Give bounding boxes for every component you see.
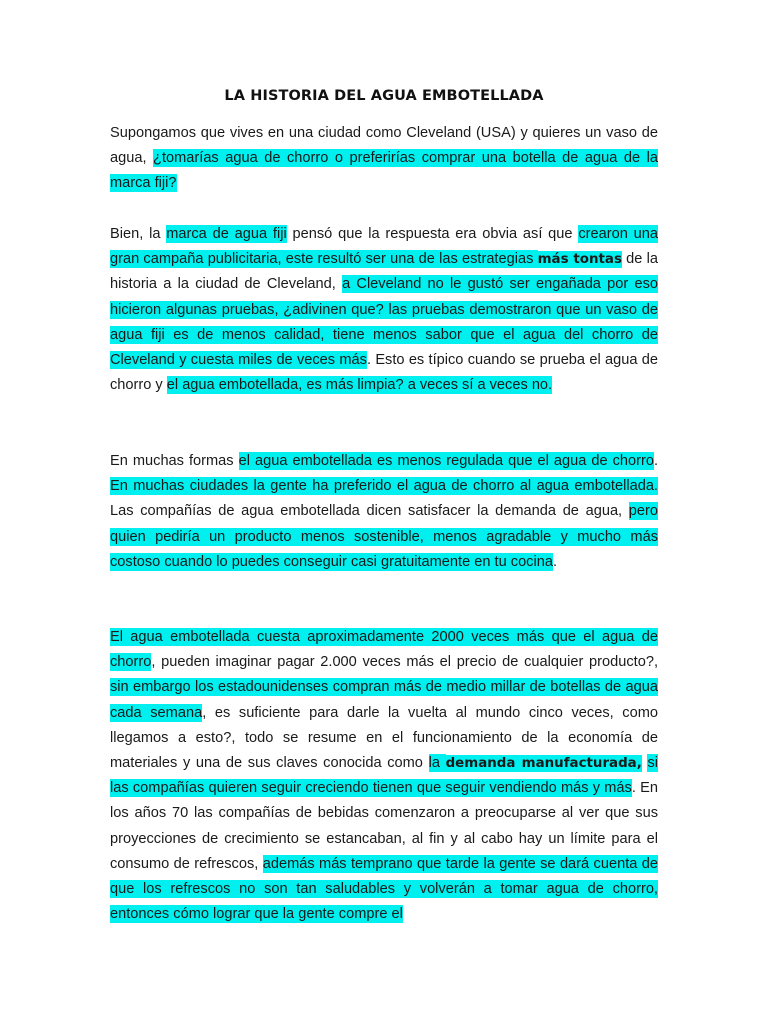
text-segment: En muchas formas — [110, 453, 239, 469]
text-segment: . En los años 70 las compañías de bebidas comenzaron a preocuparse al ver que sus proyecciones de crecimiento se estancaban, al fin y al cabo hay un límite para el consumo de refrescos, — [110, 780, 658, 872]
text-segment: pensó que la respuesta era obvia así que — [286, 226, 579, 242]
highlighted-segment: marca de agua fiji — [166, 226, 287, 242]
paragraph-1 — [110, 121, 658, 197]
paragraph-2 — [110, 222, 658, 398]
document-title: LA HISTORIA DEL AGUA EMBOTELLADA — [224, 88, 544, 104]
bold-highlighted-segment: demanda manufacturada, — [445, 756, 642, 772]
highlighted-segment: crearon una gran campaña publicitaria, este resultó ser una de las estrategias — [110, 226, 658, 268]
highlighted-segment: si las compañías quieren seguir creciendo tienen que seguir vendiendo más y más — [110, 755, 658, 797]
highlighted-segment: pero quien pediría un producto menos sostenible, menos agradable y mucho más costoso cuando lo puedes conseguir casi gratuitamente en tu cocina — [110, 503, 658, 570]
highlighted-segment: sin embargo los estadounidenses compran más de medio millar de botellas de agua cada semana — [110, 679, 658, 721]
text-segment: Bien, la — [110, 226, 167, 242]
text-segment: , es suficiente para darle la vuelta al mundo cinco veces, como llegamos a esto?, todo se resume en el funcionamiento de la economía de materiales y una de sus claves conocida como — [110, 704, 658, 772]
highlighted-segment: la — [428, 755, 446, 772]
text-segment: . — [653, 453, 659, 469]
highlighted-segment: ¿tomarías agua de chorro o preferirías comprar una botella de agua de la marca fiji? — [110, 150, 658, 192]
highlighted-segment: En muchas ciudades la gente ha preferido el agua de chorro al agua embotellada. — [110, 478, 658, 495]
text-segment: . — [552, 553, 558, 570]
highlighted-segment: a Cleveland no le gustó ser engañada por eso hicieron algunas pruebas, ¿adivinen que? las pruebas demostraron que un vaso de agua fiji es de menos calidad, tiene menos sabor que el agua del chorro de Cleveland y cuesta miles de veces más — [110, 276, 658, 369]
text-segment: Supongamos que vives en una ciudad como Cleveland (USA) y quieres un vaso de agua, — [110, 125, 658, 167]
highlighted-segment: el agua embotellada, es más limpia? a veces sí a veces no. — [166, 377, 553, 394]
highlighted-segment: el agua embotellada es menos regulada que el agua de chorro — [238, 453, 654, 469]
highlighted-segment: además más temprano que tarde la gente se dará cuenta de que los refrescos no son tan saludables y volverán a tomar agua de chorro, — [110, 855, 658, 898]
text-segment: Las compañías de agua embotellada dicen satisfacer la demanda de agua, — [110, 503, 629, 520]
text-segment: , pueden imaginar pagar 2.000 veces más el precio de cualquier producto?, — [151, 654, 658, 671]
text-segment: de la historia a la ciudad de Cleveland, — [110, 251, 658, 293]
paragraph-4 — [110, 625, 658, 927]
highlighted-segment: El agua embotellada cuesta aproximadamente 2000 veces más que el agua de chorro — [110, 629, 658, 671]
paragraph-3 — [110, 449, 658, 575]
text-segment: . Esto es típico cuando se prueba el agua de chorro y — [110, 352, 658, 394]
bold-highlighted-segment: más tontas — [537, 252, 622, 268]
highlighted-segment: entonces cómo lograr que la gente compre el — [110, 906, 403, 923]
